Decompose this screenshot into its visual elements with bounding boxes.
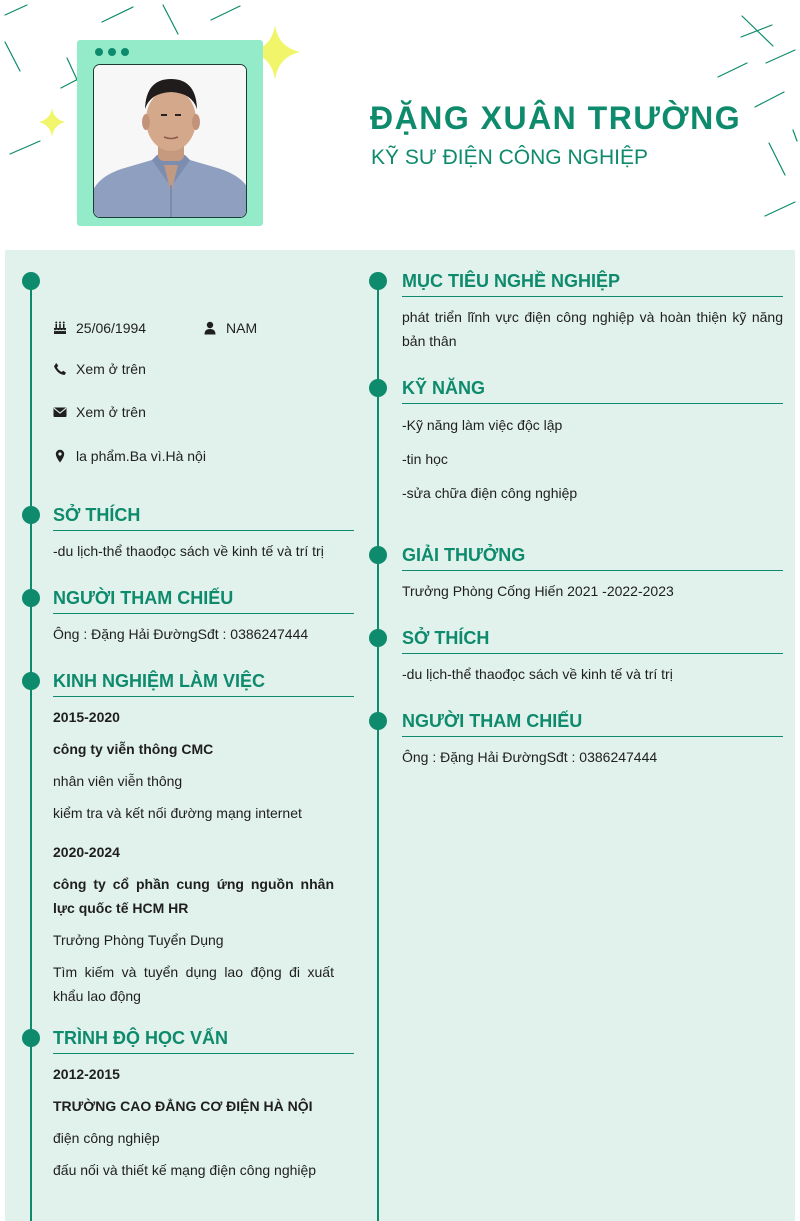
gender-row <box>203 320 257 336</box>
skills-title: KỸ NĂNG <box>402 378 486 398</box>
map-marker-icon <box>53 449 67 463</box>
section-divider <box>402 653 783 654</box>
address-row <box>53 448 206 464</box>
skill-item: -tin học <box>402 451 448 467</box>
education-title: TRÌNH ĐỘ HỌC VẤN <box>53 1028 228 1048</box>
window-dots <box>95 48 129 56</box>
objective-title: MỤC TIÊU NGHỀ NGHIỆP <box>402 271 621 291</box>
sparkle-small-icon <box>39 108 65 137</box>
timeline-dot <box>369 629 387 647</box>
timeline-dot <box>22 589 40 607</box>
education-description: đấu nối và thiết kế mạng điện công nghiệp <box>53 1162 317 1178</box>
left-hobbies-text: -du lịch-thể thaođọc sách về kinh tế và trí trị <box>53 543 324 559</box>
section-divider <box>402 570 783 571</box>
timeline-dot <box>369 712 387 730</box>
cv-body <box>5 250 795 1221</box>
awards-title: GIẢI THƯỞNG <box>402 545 526 565</box>
right-references-text: Ông : Đặng Hải ĐườngSđt : 0386247444 <box>402 749 658 765</box>
birthday-cake-icon <box>53 321 67 335</box>
experience-description: kiểm tra và kết nối đường mạng internet <box>53 805 302 821</box>
section-divider <box>53 530 354 531</box>
candidate-job-title: KỸ SƯ ĐIỆN CÔNG NGHIỆP <box>371 146 648 169</box>
phone-value: Xem ở trên <box>76 361 146 377</box>
cv-header <box>0 0 800 250</box>
birthday-row <box>53 320 146 336</box>
photo-frame <box>77 40 263 226</box>
awards-text: Trưởng Phòng Cống Hiến 2021 -2022-2023 <box>402 583 674 599</box>
phone-row <box>53 361 146 377</box>
right-hobbies-title: SỞ THÍCH <box>402 628 490 648</box>
experience-company: công ty cổ phần cung ứng nguồn nhân lực quốc tế HCM HR <box>53 876 334 916</box>
skill-item: -sửa chữa điện công nghiệp <box>402 485 578 501</box>
envelope-icon <box>53 405 67 419</box>
phone-icon <box>53 362 67 376</box>
section-divider <box>402 403 783 404</box>
email-value: Xem ở trên <box>76 404 146 420</box>
timeline-dot <box>22 506 40 524</box>
timeline-dot <box>369 379 387 397</box>
experience-role: nhân viên viễn thông <box>53 773 183 789</box>
left-references-text: Ông : Đặng Hải ĐườngSđt : 0386247444 <box>53 626 309 642</box>
user-icon <box>203 321 217 335</box>
timeline-dot <box>22 1029 40 1047</box>
skill-item: -Kỹ năng làm việc độc lập <box>402 417 563 433</box>
address-value: la phẩm.Ba vì.Hà nội <box>76 448 206 464</box>
right-references-title: NGƯỜI THAM CHIẾU <box>402 711 583 731</box>
experience-role: Trưởng Phòng Tuyển Dụng <box>53 932 224 948</box>
experience-title: KINH NGHIỆM LÀM VIỆC <box>53 671 266 691</box>
birthday-value: 25/06/1994 <box>76 320 147 336</box>
gender-value: NAM <box>226 320 258 336</box>
education-school: TRƯỜNG CAO ĐẲNG CƠ ĐIỆN HÀ NỘI <box>53 1098 313 1114</box>
education-major: điện công nghiệp <box>53 1130 160 1146</box>
right-hobbies-text: -du lịch-thể thaođọc sách về kinh tế và trí trị <box>402 666 673 682</box>
left-references-title: NGƯỜI THAM CHIẾU <box>53 588 234 608</box>
experience-description: Tìm kiếm và tuyển dụng lao động đi xuất khẩu lao động <box>53 964 334 1004</box>
objective-text: phát triển lĩnh vực điện công nghiệp và hoàn thiện kỹ năng bản thân <box>402 309 783 349</box>
section-divider <box>53 696 354 697</box>
education-period: 2012-2015 <box>53 1066 120 1082</box>
experience-company: công ty viễn thông CMC <box>53 741 214 757</box>
left-timeline <box>30 280 32 1221</box>
section-divider <box>53 1053 354 1054</box>
timeline-dot <box>369 546 387 564</box>
timeline-dot <box>22 672 40 690</box>
experience-period: 2020-2024 <box>53 844 120 860</box>
candidate-name: ĐẶNG XUÂN TRƯỜNG <box>370 100 742 136</box>
experience-period: 2015-2020 <box>53 709 120 725</box>
profile-photo <box>93 64 247 218</box>
left-hobbies-title: SỞ THÍCH <box>53 505 141 525</box>
section-divider <box>53 613 354 614</box>
timeline-dot <box>22 272 40 290</box>
email-row <box>53 404 146 420</box>
timeline-dot <box>369 272 387 290</box>
section-divider <box>402 736 783 737</box>
right-timeline <box>377 280 379 1221</box>
section-divider <box>402 296 783 297</box>
